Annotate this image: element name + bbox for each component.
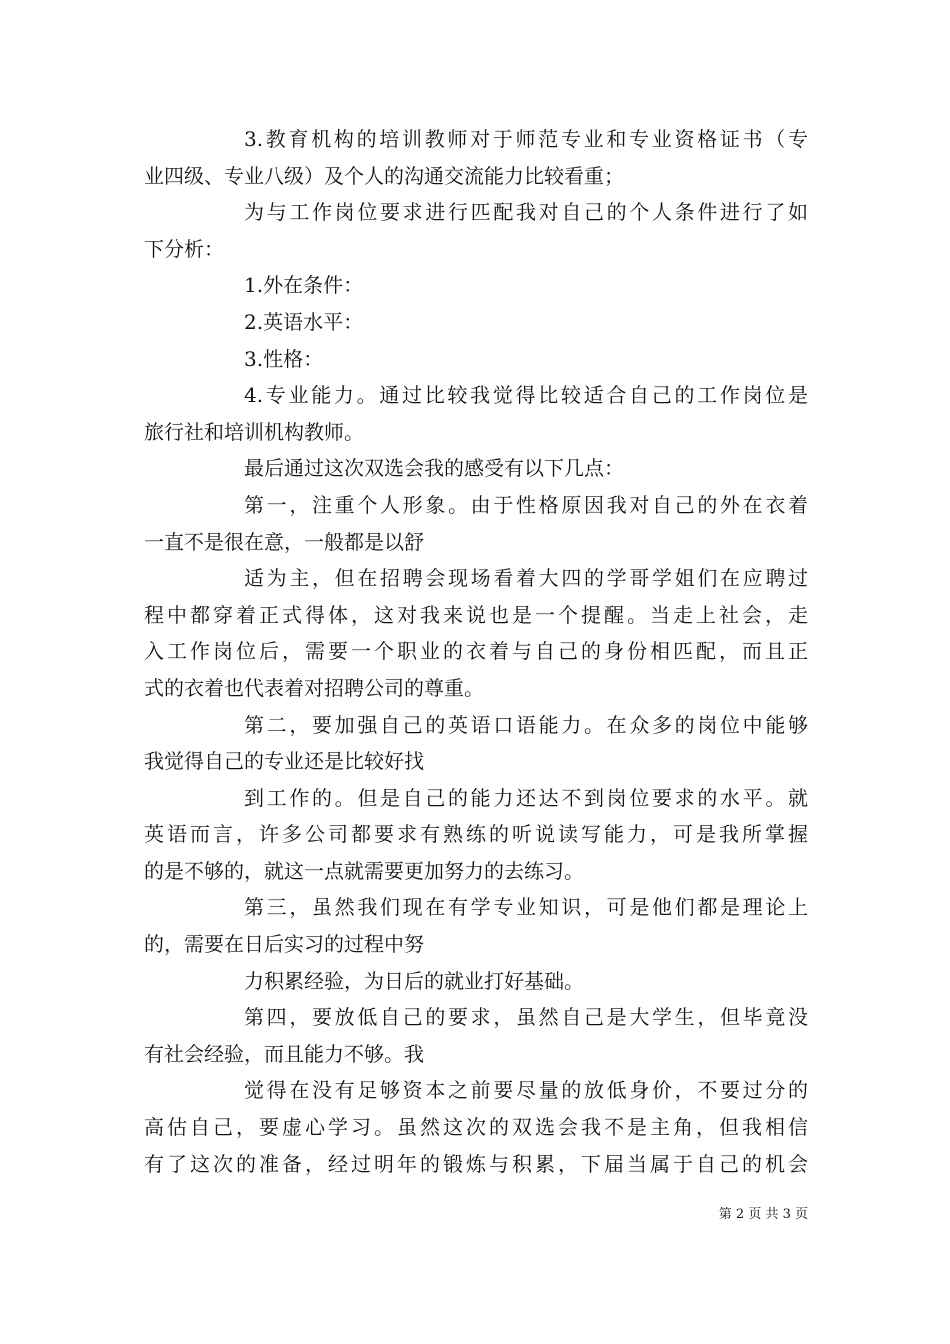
text-line: 有社会经验，而且能力不够。我 <box>144 1041 424 1066</box>
text-line: 到工作的。但是自己的能力还达不到岗位要求的水平。就 <box>244 785 808 810</box>
text-line: 旅行社和培训机构教师。 <box>144 419 364 444</box>
text-line: 3.教育机构的培训教师对于师范专业和专业资格证书（专 <box>244 127 808 151</box>
text-line: 式的衣着也代表着对招聘公司的尊重。 <box>144 675 484 700</box>
text-line: 的是不够的，就这一点就需要更加努力的去练习。 <box>144 858 584 883</box>
text-line: 下分析： <box>144 236 224 261</box>
text-line: 力积累经验，为日后的就业打好基础。 <box>244 968 584 993</box>
text-line: 3.性格： <box>244 346 324 371</box>
text-line: 第一，注重个人形象。由于性格原因我对自己的外在衣着 <box>244 492 808 517</box>
text-line: 高估自己，要虚心学习。虽然这次的双选会我不是主角，但我相信 <box>144 1115 808 1140</box>
text-line: 第四，要放低自己的要求，虽然自己是大学生，但毕竟没 <box>244 1005 808 1030</box>
text-line: 第二，要加强自己的英语口语能力。在众多的岗位中能够 <box>244 712 808 737</box>
text-line: 觉得在没有足够资本之前要尽量的放低身价，不要过分的 <box>244 1078 808 1103</box>
text-line: 英语而言，许多公司都要求有熟练的听说读写能力，可是我所掌握 <box>144 822 808 847</box>
text-line: 业四级、专业八级）及个人的沟通交流能力比较看重； <box>144 163 624 188</box>
text-line: 4.专业能力。通过比较我觉得比较适合自己的工作岗位是 <box>244 383 808 408</box>
text-line: 2.英语水平： <box>244 309 364 334</box>
text-line: 我觉得自己的专业还是比较好找 <box>144 749 424 774</box>
text-line: 1.外在条件： <box>244 273 364 298</box>
text-line: 第三，虽然我们现在有学专业知识，可是他们都是理论上 <box>244 895 808 920</box>
text-line: 入工作岗位后，需要一个职业的衣着与自己的身份相匹配，而且正 <box>144 639 808 664</box>
document-body <box>144 121 808 1182</box>
text-line: 为与工作岗位要求进行匹配我对自己的个人条件进行了如 <box>244 200 808 225</box>
text-line: 适为主，但在招聘会现场看着大四的学哥学姐们在应聘过 <box>244 566 808 591</box>
page-number-footer: 第 2 页 共 3 页 <box>718 1207 808 1222</box>
text-line: 程中都穿着正式得体，这对我来说也是一个提醒。当走上社会，走 <box>144 602 808 627</box>
text-line: 一直不是很在意，一般都是以舒 <box>144 529 424 554</box>
text-line: 最后通过这次双选会我的感受有以下几点： <box>244 456 624 481</box>
text-line: 有了这次的准备，经过明年的锻炼与积累，下届当属于自己的机会 <box>144 1151 808 1176</box>
text-line: 的，需要在日后实习的过程中努 <box>144 932 424 957</box>
